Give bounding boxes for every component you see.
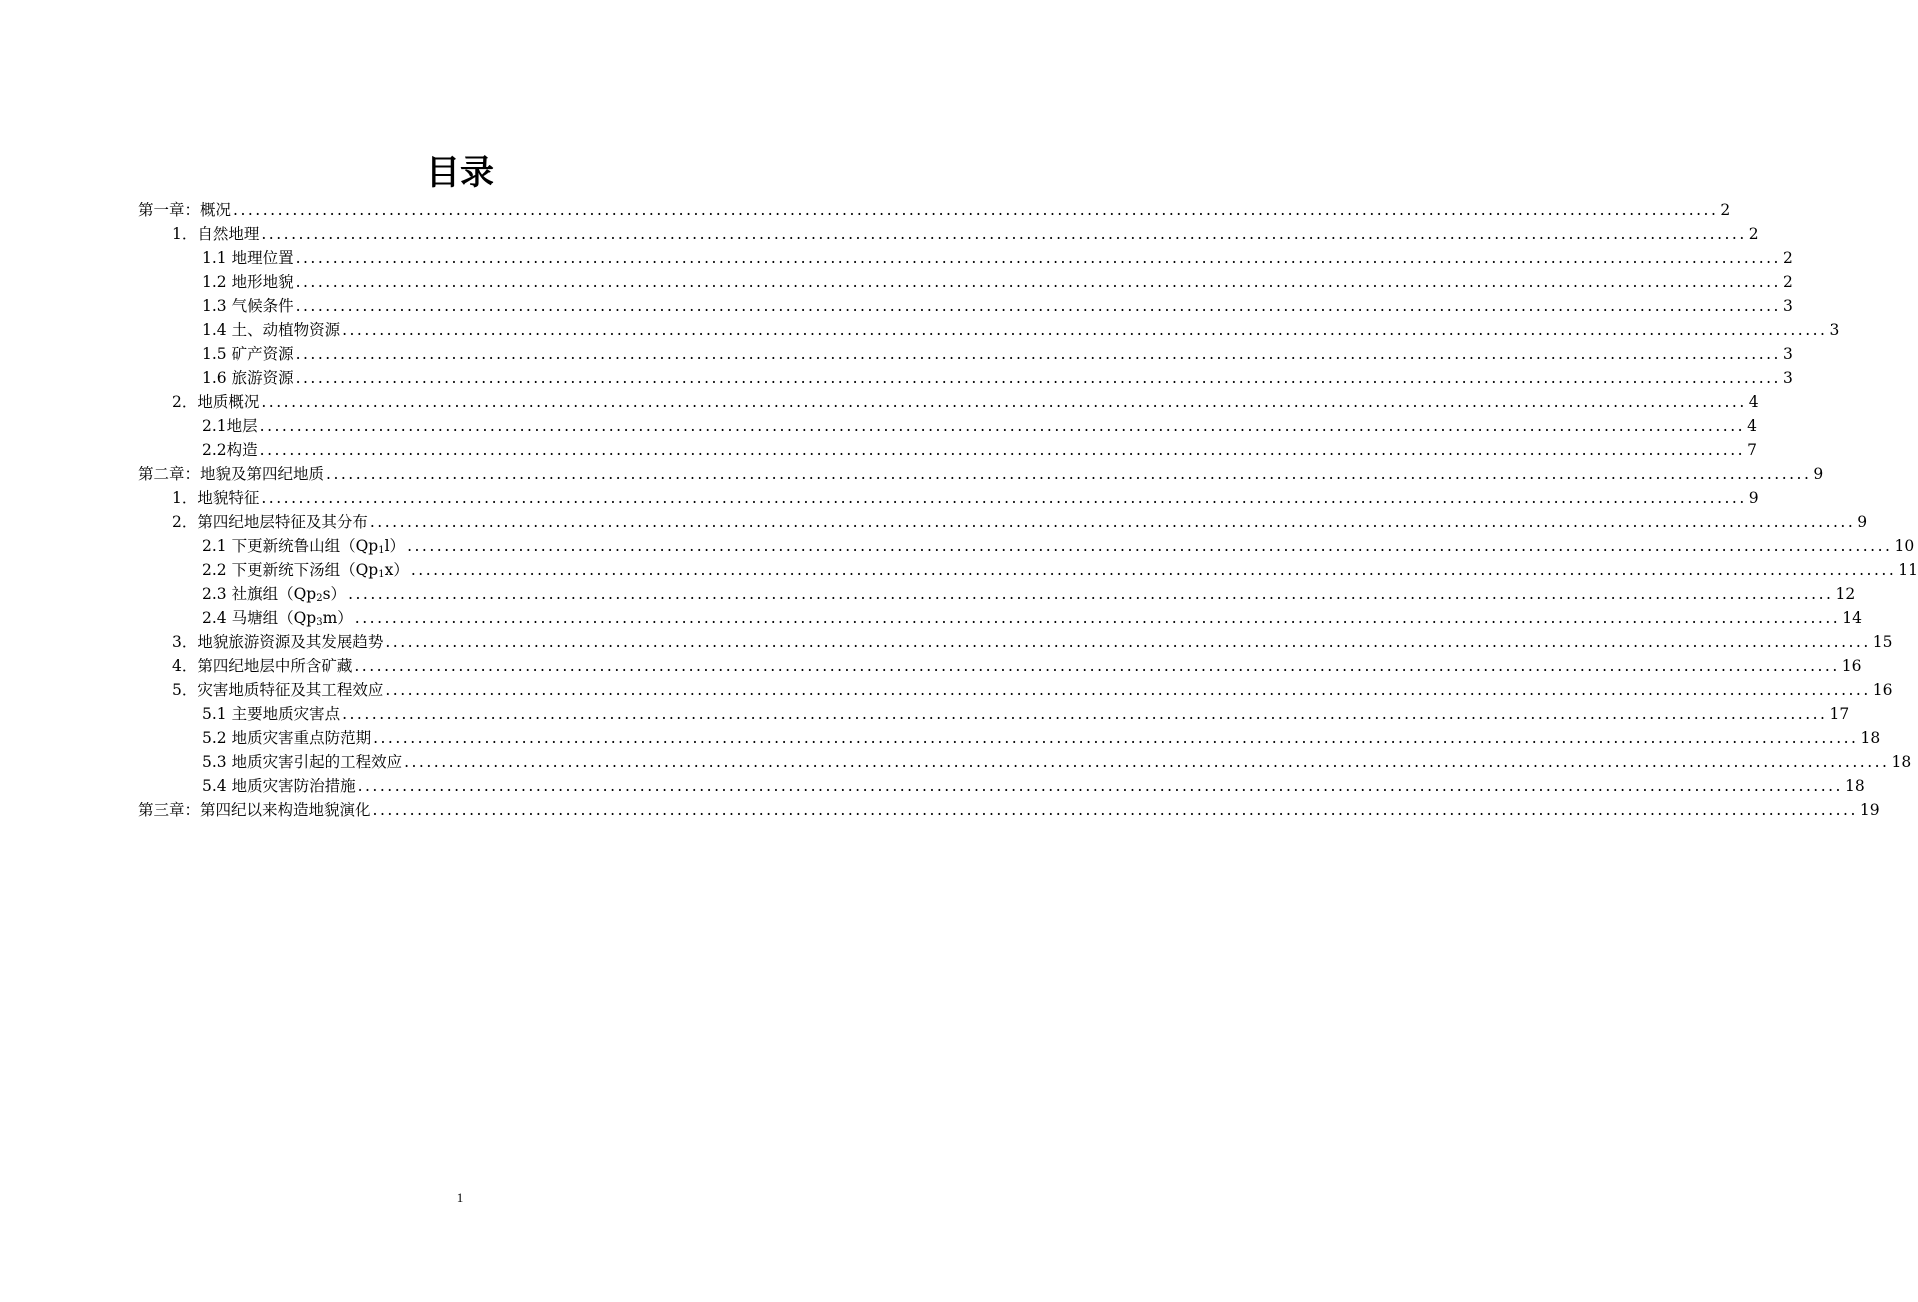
toc-entry-page: 16 — [1841, 657, 1862, 675]
toc-entry[interactable] — [138, 366, 1793, 390]
toc-entry-page: 9 — [1813, 465, 1824, 483]
toc-entry-label: 2.2 下更新统下汤组$(Qp_1x)$ — [202, 561, 409, 580]
toc-leader-dots: ........................................................................................................................................................................................................ — [354, 657, 1840, 675]
toc-entry-label: 1．地貌特征 — [172, 489, 260, 507]
toc-entry[interactable] — [138, 774, 1865, 798]
toc-entry-label: 1.5 矿产资源 — [202, 345, 294, 363]
toc-leader-dots: ........................................................................................................................................................................................................ — [372, 801, 1858, 819]
toc-entry[interactable] — [138, 270, 1793, 294]
toc-entry[interactable] — [138, 438, 1757, 462]
toc-entry[interactable] — [138, 486, 1759, 510]
toc-leader-dots: ........................................................................................................................................................................................................ — [233, 201, 1719, 219]
toc-entry-page: 3 — [1829, 321, 1840, 339]
toc-leader-dots: ........................................................................................................................................................................................................ — [407, 537, 1893, 555]
toc-entry-label: 1.1 地理位置 — [202, 249, 294, 267]
toc-leader-dots: ........................................................................................................................................................................................................ — [404, 753, 1890, 771]
toc-entry-page: 10 — [1894, 537, 1915, 555]
toc-leader-dots: ........................................................................................................................................................................................................ — [348, 585, 1834, 603]
toc-entry-page: 17 — [1829, 705, 1850, 723]
toc-entry[interactable] — [138, 390, 1759, 414]
toc-entry-page: 3 — [1782, 369, 1793, 387]
toc-leader-dots: ........................................................................................................................................................................................................ — [385, 681, 1871, 699]
toc-entry[interactable] — [138, 246, 1793, 270]
toc-leader-dots: ........................................................................................................................................................................................................ — [357, 777, 1843, 795]
toc-entry[interactable] — [138, 678, 1893, 702]
toc-entry-page: 18 — [1844, 777, 1865, 795]
toc-entry-label: 2.4 马塘组$(Qp_3m)$ — [202, 609, 353, 628]
toc-leader-dots: ........................................................................................................................................................................................................ — [410, 561, 1897, 579]
toc-entry-label: 2.1地层 — [202, 417, 258, 435]
toc-entry-page: 14 — [1842, 609, 1862, 627]
toc-entry-page: 4 — [1747, 417, 1757, 435]
toc-entry-page: 7 — [1747, 441, 1757, 459]
page-title: 目录 — [426, 153, 494, 193]
toc-entry-label: 5.3 地质灾害引起的工程效应 — [202, 753, 403, 771]
toc-entry-page: 2 — [1720, 201, 1731, 219]
toc-leader-dots: ........................................................................................................................................................................................................ — [259, 441, 1746, 459]
toc-entry-page: 19 — [1859, 801, 1880, 819]
toc-leader-dots: ........................................................................................................................................................................................................ — [295, 369, 1781, 387]
toc-entry-label: 2.2构造 — [202, 441, 258, 459]
toc-entry[interactable] — [138, 462, 1824, 486]
toc-leader-dots: ........................................................................................................................................................................................................ — [342, 705, 1828, 723]
toc-leader-dots: ........................................................................................................................................................................................................ — [261, 489, 1747, 507]
footer-page-number: 1 — [456, 1190, 464, 1205]
toc-entry[interactable] — [138, 534, 1915, 558]
toc-entry-label: 1.6 旅游资源 — [202, 369, 294, 387]
toc-entry-page: 15 — [1872, 633, 1893, 651]
toc-entry-label: 1．自然地理 — [172, 225, 260, 243]
toc-entry-label: 第一章：概况 — [138, 201, 232, 219]
toc-entry-label: 2.3 社旗组$(Qp_2s)$ — [202, 585, 347, 604]
toc-entry-label: 1.2 地形地貌 — [202, 273, 294, 291]
toc-entry-page: 18 — [1860, 729, 1881, 747]
toc-leader-dots: ........................................................................................................................................................................................................ — [295, 345, 1781, 363]
toc-leader-dots: ........................................................................................................................................................................................................ — [295, 273, 1781, 291]
toc-entry[interactable] — [138, 606, 1862, 630]
table-of-contents — [138, 198, 1918, 822]
toc-entry-page: 12 — [1835, 585, 1856, 603]
toc-entry[interactable] — [138, 294, 1793, 318]
toc-entry-label: 第三章：第四纪以来构造地貌演化 — [138, 801, 371, 819]
toc-entry-label: 1.3 气候条件 — [202, 297, 294, 315]
toc-entry-page: 2 — [1782, 273, 1793, 291]
toc-leader-dots: ........................................................................................................................................................................................................ — [259, 417, 1746, 435]
toc-entry-label: 2.1 下更新统鲁山组$(Qp_1l)$ — [202, 537, 406, 556]
toc-entry[interactable] — [138, 510, 1868, 534]
toc-leader-dots: ........................................................................................................................................................................................................ — [385, 633, 1871, 651]
toc-entry[interactable] — [138, 726, 1881, 750]
toc-entry-label: 2．第四纪地层特征及其分布 — [172, 513, 368, 531]
toc-entry-page: 9 — [1748, 489, 1759, 507]
toc-entry[interactable] — [138, 630, 1893, 654]
toc-leader-dots: ........................................................................................................................................................................................................ — [354, 609, 1841, 627]
toc-leader-dots: ........................................................................................................................................................................................................ — [295, 249, 1781, 267]
toc-entry[interactable] — [138, 198, 1731, 222]
toc-leader-dots: ........................................................................................................................................................................................................ — [373, 729, 1859, 747]
toc-entry[interactable] — [138, 222, 1759, 246]
toc-entry-page: 3 — [1782, 297, 1793, 315]
toc-entry[interactable] — [138, 318, 1840, 342]
toc-entry[interactable] — [138, 654, 1862, 678]
toc-entry-label: 5.1 主要地质灾害点 — [202, 705, 341, 723]
toc-entry-label: 3．地貌旅游资源及其发展趋势 — [172, 633, 384, 651]
toc-entry-page: 18 — [1891, 753, 1912, 771]
toc-entry[interactable] — [138, 798, 1880, 822]
toc-entry-page: 4 — [1748, 393, 1759, 411]
toc-entry[interactable] — [138, 582, 1856, 606]
toc-entry-label: 2．地质概况 — [172, 393, 260, 411]
toc-entry[interactable] — [138, 702, 1850, 726]
toc-entry-label: 1.4 土、动植物资源 — [202, 321, 341, 339]
toc-entry[interactable] — [138, 558, 1918, 582]
toc-entry[interactable] — [138, 414, 1757, 438]
toc-entry-page: 11 — [1898, 561, 1918, 579]
toc-leader-dots: ........................................................................................................................................................................................................ — [342, 321, 1828, 339]
toc-entry-page: 3 — [1782, 345, 1793, 363]
toc-entry-page: 2 — [1782, 249, 1793, 267]
toc-leader-dots: ........................................................................................................................................................................................................ — [369, 513, 1856, 531]
toc-entry-label: 5.2 地质灾害重点防范期 — [202, 729, 372, 747]
toc-leader-dots: ........................................................................................................................................................................................................ — [261, 393, 1747, 411]
toc-entry-label: 4．第四纪地层中所含矿藏 — [172, 657, 353, 675]
toc-entry-label: 第二章：地貌及第四纪地质 — [138, 465, 325, 483]
toc-entry-label: 5.4 地质灾害防治措施 — [202, 777, 356, 795]
toc-entry-page: 9 — [1857, 513, 1868, 531]
toc-entry-label: 5．灾害地质特征及其工程效应 — [172, 681, 384, 699]
toc-entry[interactable] — [138, 750, 1912, 774]
toc-entry-page: 16 — [1872, 681, 1893, 699]
toc-leader-dots: ........................................................................................................................................................................................................ — [295, 297, 1781, 315]
toc-entry-page: 2 — [1748, 225, 1759, 243]
toc-leader-dots: ........................................................................................................................................................................................................ — [326, 465, 1812, 483]
toc-leader-dots: ........................................................................................................................................................................................................ — [261, 225, 1747, 243]
toc-entry[interactable] — [138, 342, 1793, 366]
